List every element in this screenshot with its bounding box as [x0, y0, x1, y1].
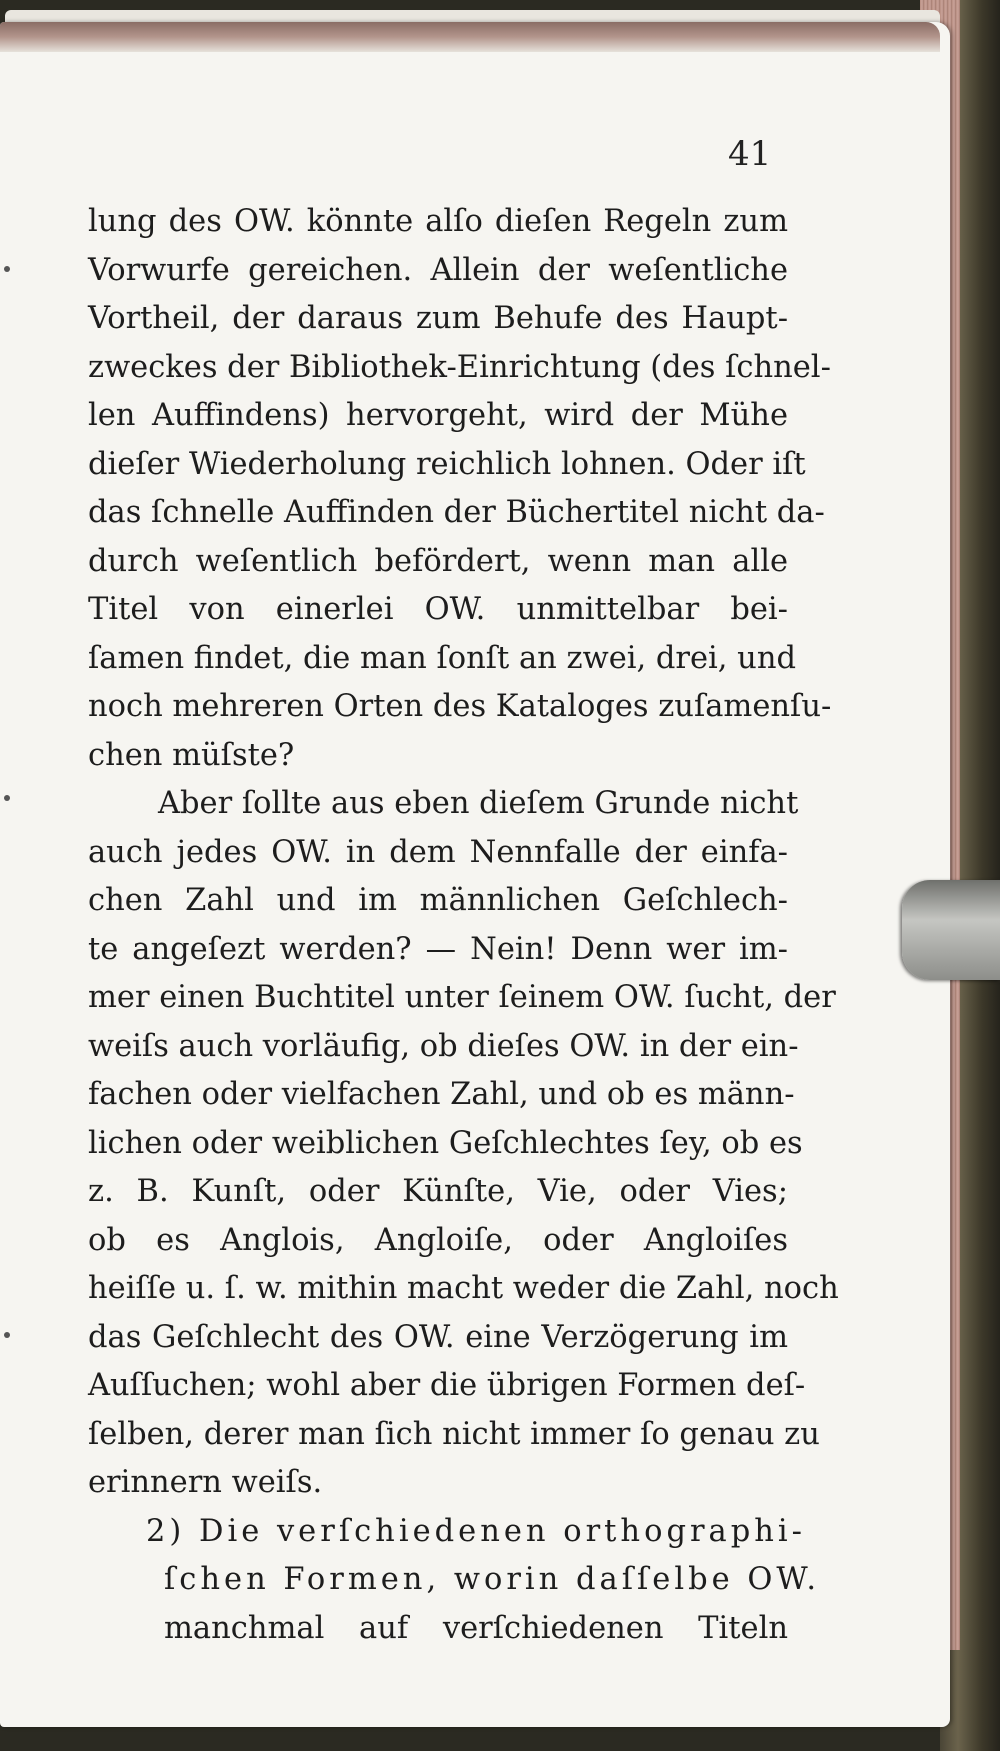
text-line: ob es Anglois, Angloiſe, oder Angloiſes — [88, 1222, 788, 1258]
margin-speck — [4, 795, 10, 801]
text-line: Titel von einerlei OW. unmittelbar bei- — [88, 592, 788, 627]
metal-page-clip — [902, 880, 1000, 980]
body-text — [88, 198, 839, 1653]
text-line: zweckes der Bibliothek-Einrichtung (des ſchnel- — [88, 349, 831, 385]
text-line: Aber ſollte aus eben dieſem Grunde nicht — [158, 786, 799, 821]
text-line: durch weſentlich befördert, wenn man alle — [88, 543, 788, 579]
text-line: z. B. Kunſt, oder Künſte, Vie, oder Vies; — [88, 1174, 788, 1209]
text-line: fachen oder vielfachen Zahl, und ob es männ- — [88, 1077, 795, 1112]
text-line: dieſer Wiederholung reichlich lohnen. Oder iſt — [88, 446, 806, 482]
text-line: Vorwurfe gereichen. Allein der weſentliche — [88, 252, 788, 288]
list-item-line: 2) Die verſchiedenen orthographi- — [146, 1513, 806, 1549]
text-line: Auſſuchen; wohl aber die übrigen Formen deſ- — [88, 1368, 806, 1403]
text-line: lichen oder weiblichen Geſchlechtes ſey, ob es — [88, 1125, 803, 1161]
list-item-line: manchmal auf verſchiedenen Titeln — [164, 1610, 788, 1646]
text-line: heiſſe u. ſ. w. mithin macht weder die Zahl, noch — [88, 1271, 839, 1306]
margin-speck — [4, 1332, 10, 1338]
text-line: chen müſste? — [88, 737, 295, 773]
text-line: mer einen Buchtitel unter ſeinem OW. ſucht, der — [88, 980, 836, 1015]
margin-speck — [4, 266, 10, 272]
previous-page-edge — [0, 22, 940, 52]
page-number: 41 — [728, 134, 772, 174]
text-line: ſelben, derer man ſich nicht immer ſo genau zu — [88, 1416, 820, 1452]
text-line: te angeſezt werden? — Nein! Denn wer im- — [88, 931, 788, 967]
text-line: das ſchnelle Auffinden der Büchertitel nicht da- — [88, 495, 825, 530]
text-line: auch jedes OW. in dem Nennfalle der einfa- — [88, 834, 788, 870]
text-line: lung des OW. könnte alſo dieſen Regeln zum — [88, 204, 788, 239]
text-line: weiſs auch vorläufig, ob dieſes OW. in der ein- — [88, 1028, 799, 1064]
text-line: chen Zahl und im männlichen Geſchlech- — [88, 883, 788, 918]
text-line: len Auffindens) hervorgeht, wird der Mühe — [88, 398, 788, 433]
book-page — [0, 22, 950, 1727]
text-line: Vortheil, der daraus zum Behufe des Haupt- — [88, 301, 788, 336]
list-item-line: ſchen Formen, worin daſſelbe OW. — [164, 1562, 821, 1597]
text-line: noch mehreren Orten des Kataloges zuſamenſu- — [88, 689, 832, 724]
text-line: das Geſchlecht des OW. eine Verzögerung im — [88, 1319, 788, 1355]
text-line: erinnern weiſs. — [88, 1465, 323, 1500]
text-line: ſamen findet, die man ſonſt an zwei, drei, und — [88, 640, 796, 676]
